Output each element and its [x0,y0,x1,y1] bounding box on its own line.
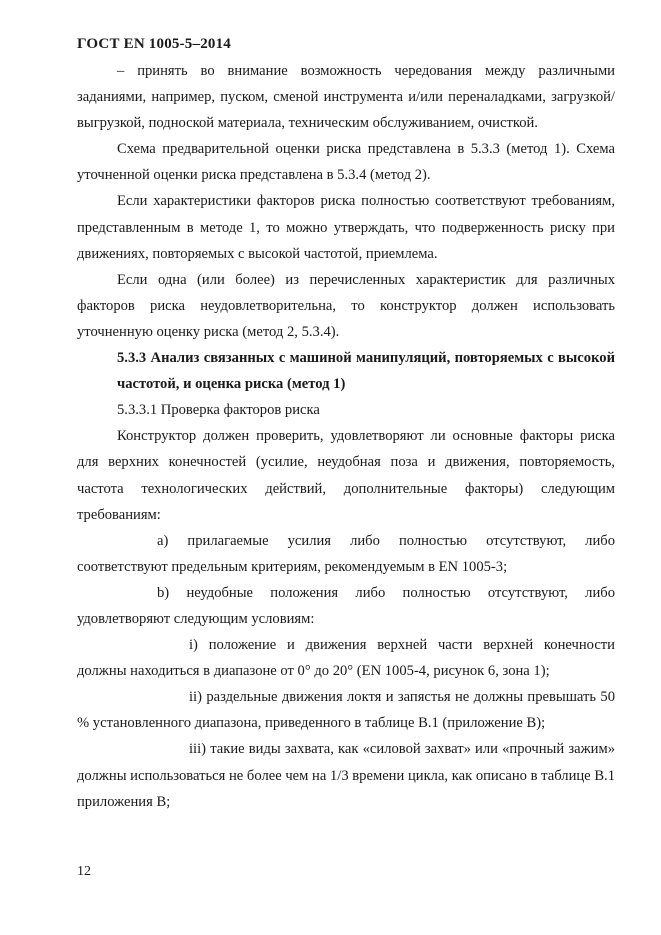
list-marker-ii: ii) [189,689,202,706]
list-marker-b: b) [157,584,170,601]
list-marker-i: i) [189,637,198,654]
list-item-b [77,580,615,632]
list-text-a: прилагаемые усилия либо полностью отсутствуют, либо соответствуют предельным критериям, рекомендуемым в EN 1005-3; [77,532,615,575]
paragraph-refined-assessment: Если одна (или более) из перечисленных характеристик для различных факторов риска неудовлетворительна, то конструктор должен использовать уточненную оценку риска (метод 2, 5.3.4). [77,271,615,340]
list-text-b: неудобные положения либо полностью отсутствуют, либо удовлетворяют следующим условиям: [77,584,615,627]
paragraph-acceptable-risk: Если характеристики факторов риска полностью соответствуют требованиям, представленным в методе 1, то можно утверждать, что подверженность риску при движениях, повторяемых с высокой частотой, приемлема. [77,193,615,262]
section-heading-5-3-3: 5.3.3 Анализ связанных с машиной манипуляций, повторяемых с высокой частотой, и оценка риска (метод 1) [117,350,615,393]
list-text-ii: раздельные движения локтя и запястья не должны превышать 50 % установленного диапазона, приведенного в таблице B.1 (приложение B); [77,689,615,732]
paragraph-designer-check: Конструктор должен проверить, удовлетворяют ли основные факторы риска для верхних конечностей (усилие, неудобная поза и движения, повторяемость, частота технологических действий, дополнительные факторы) следующим требованиям: [77,428,615,523]
paragraph-dash-item: – принять во внимание возможность чередования между различными заданиями, например, пуском, сменой инструмента и/или переналадками, загрузкой/выгрузкой, подноской материала, техническим обслуживанием, очисткой. [77,63,615,132]
list-text-i: положение и движения верхней части верхней конечности должны находиться в диапазоне от 0° до 20° (EN 1005-4, рисунок 6, зона 1); [77,637,615,680]
list-item-ii [77,684,615,736]
list-text-iii: такие виды захвата, как «силовой захват» или «прочный зажим» должны использоваться не более чем на 1/3 времени цикла, как описано в таблице B.1 приложения B; [77,741,616,810]
document-body [77,58,615,815]
page-number: 12 [77,864,91,879]
list-marker-a: a) [157,532,169,549]
subsection-heading-5-3-3-1: 5.3.3.1 Проверка факторов риска [117,402,320,419]
list-item-iii [77,736,615,814]
list-item-a [77,528,615,580]
list-item-i [77,632,615,684]
document-header: ГОСТ EN 1005-5–2014 [77,36,231,52]
list-marker-iii: iii) [189,741,207,758]
paragraph-risk-schemes: Схема предварительной оценки риска представлена в 5.3.3 (метод 1). Схема уточненной оценки риска представлена в 5.3.4 (метод 2). [77,141,615,184]
